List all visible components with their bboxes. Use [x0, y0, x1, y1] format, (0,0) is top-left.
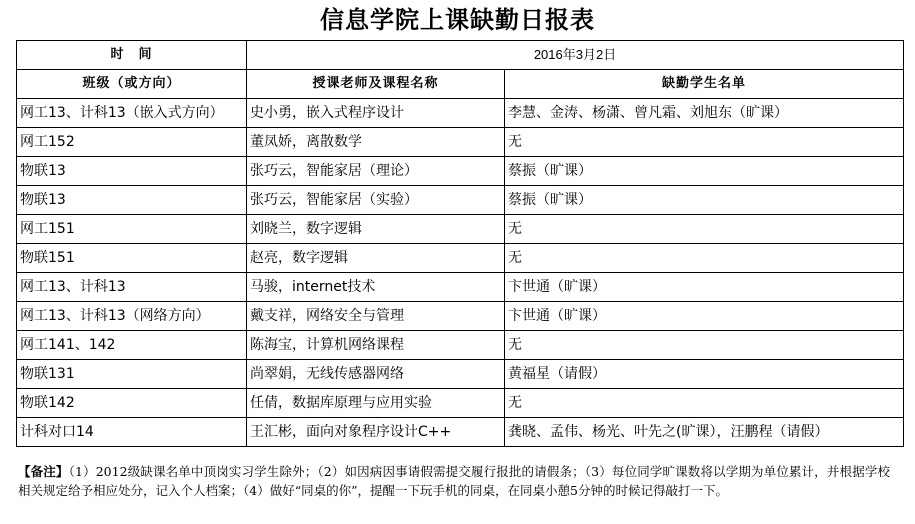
column-header-absent: 缺勤学生名单 — [505, 70, 904, 99]
table-row — [17, 389, 904, 418]
cell-absent: 蔡振（旷课） — [505, 157, 904, 186]
cell-class: 物联13 — [17, 186, 247, 215]
cell-class: 物联151 — [17, 244, 247, 273]
absence-table-body — [17, 41, 904, 447]
table-row — [17, 244, 904, 273]
cell-teacher-course: 任倩，数据库原理与应用实验 — [247, 389, 505, 418]
cell-absent: 无 — [505, 128, 904, 157]
table-row — [17, 215, 904, 244]
cell-teacher-course: 赵亮，数字逻辑 — [247, 244, 505, 273]
cell-teacher-course: 陈海宝，计算机网络课程 — [247, 331, 505, 360]
cell-class: 网工13、计科13（嵌入式方向） — [17, 99, 247, 128]
cell-absent: 黄福星（请假） — [505, 360, 904, 389]
cell-teacher-course: 马骏，internet技术 — [247, 273, 505, 302]
table-row — [17, 157, 904, 186]
cell-teacher-course: 张巧云，智能家居（理论） — [247, 157, 505, 186]
cell-absent: 无 — [505, 389, 904, 418]
cell-class: 网工141、142 — [17, 331, 247, 360]
column-header-teacher-course: 授课老师及课程名称 — [247, 70, 505, 99]
column-header-class: 班级（或方向） — [17, 70, 247, 99]
table-row — [17, 186, 904, 215]
cell-absent: 无 — [505, 244, 904, 273]
cell-absent: 蔡振（旷课） — [505, 186, 904, 215]
cell-absent: 卞世通（旷课） — [505, 302, 904, 331]
cell-class: 网工13、计科13 — [17, 273, 247, 302]
cell-absent: 无 — [505, 331, 904, 360]
table-row — [17, 99, 904, 128]
table-row — [17, 273, 904, 302]
cell-teacher-course: 王汇彬，面向对象程序设计C++ — [247, 418, 505, 447]
absence-table — [16, 40, 904, 447]
column-header-row — [17, 70, 904, 99]
cell-class: 网工13、计科13（网络方向） — [17, 302, 247, 331]
cell-class: 物联13 — [17, 157, 247, 186]
table-row — [17, 331, 904, 360]
cell-class: 物联131 — [17, 360, 247, 389]
cell-teacher-course: 史小勇，嵌入式程序设计 — [247, 99, 505, 128]
cell-teacher-course: 董凤娇，离散数学 — [247, 128, 505, 157]
table-row — [17, 360, 904, 389]
report-date: 2016年3月2日 — [247, 41, 904, 70]
table-row — [17, 128, 904, 157]
table-row — [17, 418, 904, 447]
cell-absent: 卞世通（旷课） — [505, 273, 904, 302]
cell-teacher-course: 刘晓兰，数字逻辑 — [247, 215, 505, 244]
cell-class: 计科对口14 — [17, 418, 247, 447]
remarks-label: 【备注】 — [18, 464, 69, 479]
remarks-text: （1）2012级缺课名单中顶岗实习学生除外；（2）如因病因事请假需提交履行报批的请假条；（3）每位同学旷课数将以学期为单位累计，并根据学校相关规定给予相应处分，记入个人档案；（4）做好“同桌的你”，提醒一下玩手机的同桌，在同桌小憩5分钟的时候记得敲打一下。 — [18, 464, 890, 498]
time-label: 时 间 — [17, 41, 247, 70]
cell-class: 物联142 — [17, 389, 247, 418]
cell-class: 网工152 — [17, 128, 247, 157]
cell-teacher-course: 张巧云，智能家居（实验） — [247, 186, 505, 215]
time-row — [17, 41, 904, 70]
remarks — [18, 462, 890, 500]
cell-teacher-course: 戴支祥，网络安全与管理 — [247, 302, 505, 331]
cell-absent: 李慧、金涛、杨潇、曾凡霜、刘旭东（旷课） — [505, 99, 904, 128]
cell-absent: 无 — [505, 215, 904, 244]
cell-class: 网工151 — [17, 215, 247, 244]
cell-absent: 龚晓、孟伟、杨光、叶先之(旷课），汪鹏程（请假） — [505, 418, 904, 447]
cell-teacher-course: 尚翠娟，无线传感器网络 — [247, 360, 505, 389]
table-row — [17, 302, 904, 331]
report-title: 信息学院上课缺勤日报表 — [320, 5, 595, 34]
